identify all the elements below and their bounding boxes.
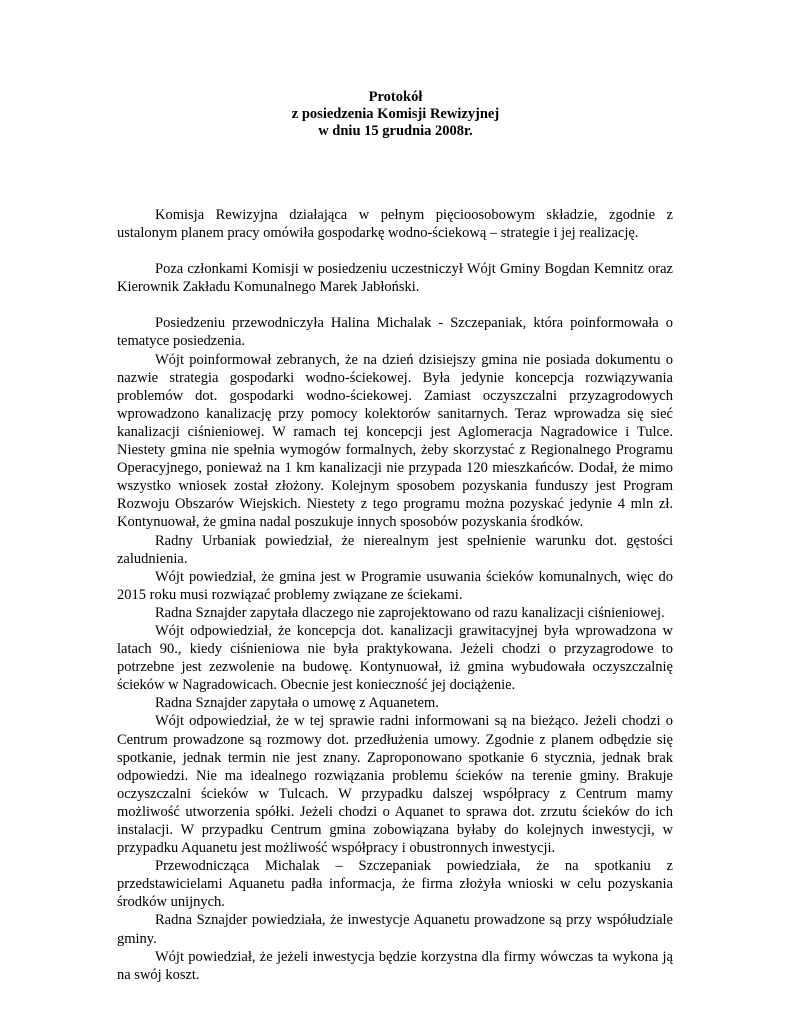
document-title	[0, 89, 791, 140]
paragraph: Wójt powiedział, że gmina jest w Programie usuwania ścieków komunalnych, więc do 2015 roku musi rozwiązać problemy związane ze ściekami.	[117, 568, 673, 603]
paragraph: Komisja Rewizyjna działająca w pełnym pięcioosobowym składzie, zgodnie z ustalonym planem pracy omówiła gospodarkę wodno-ściekową – strategie i jej realizację.	[117, 207, 673, 242]
paragraph: Radna Sznajder powiedziała, że inwestycje Aquanetu prowadzone są przy współudziale gminy.	[117, 912, 673, 947]
paragraph: Posiedzeniu przewodniczyła Halina Michalak - Szczepaniak, która poinformowała o tematyce posiedzenia.	[117, 315, 673, 350]
paragraph: Wójt odpowiedział, że koncepcja dot. kanalizacji grawitacyjnej była wprowadzona w latach 90., kiedy ciśnieniowa nie była praktykowana. Jeżeli chodzi o przyzagrodowe to potrzebne jest zezwolenie na budowę. Kontynuował, iż gmina wybudowała oczyszczalnię ścieków w Nagradowicach. Obecnie jest konieczność jej dociążenie.	[117, 622, 673, 694]
paragraph: Wójt powiedział, że jeżeli inwestycja będzie korzystna dla firmy wówczas ta wykona ją na swój koszt.	[117, 948, 673, 983]
paragraph: Radna Sznajder zapytała dlaczego nie zaprojektowano od razu kanalizacji ciśnieniowej.	[155, 604, 665, 621]
title-line-protocol: Protokół	[368, 89, 423, 105]
title-line-date: w dniu 15 grudnia 2008r.	[318, 123, 473, 139]
document-body	[117, 206, 673, 984]
paragraph: Wójt poinformował zebranych, że na dzień dzisiejszy gmina nie posiada dokumentu o nazwie strategia gospodarki wodno-ściekowej. Była jedynie koncepcja rozwiązywania problemów dot. gospodarki wodno-ściekowej. Zamiast oczyszczalni przyzagrodowych wprowadzono kanalizację przy pomocy kolektorów sanitarnych. Teraz wprowadza się sieć kanalizacji ciśnieniowej. W ramach tej koncepcji jest Aglomeracja Nagradowice i Tulce. Niestety gmina nie spełnia wymogów formalnych, żeby skorzystać z Regionalnego Programu Operacyjnego, ponieważ na 1 km kanalizacji nie przypada 120 mieszkańców. Dodał, że mimo wszystko wniosek został złożony. Kolejnym sposobem pozyskania funduszy jest Program Rozwoju Obszarów Wiejskich. Niestety z tego programu można pozyskać jedynie 4 mln zł. Kontynuował, że gmina nadal poszukuje innych sposobów pozyskania środków.	[117, 351, 673, 531]
paragraph: Wójt odpowiedział, że w tej sprawie radni informowani są na bieżąco. Jeżeli chodzi o Centrum prowadzone są rozmowy dot. przedłużenia umowy. Zgodnie z planem odbędzie się spotkanie, jednak termin nie jest znany. Zaproponowano spotkanie 6 stycznia, jednak brak odpowiedzi. Nie ma idealnego rozwiązania problemu ścieków na terenie gminy. Brakuje oczyszczalni ścieków w Tulcach. W przypadku dalszej współpracy z Centrum mamy możliwość utworzenia spółki. Jeżeli chodzi o Aquanet to sprawa dot. zrzutu ścieków do ich instalacji. W przypadku Centrum gmina zobowiązana byłaby do kolejnych inwestycji, w przypadku Aquanetu jest możliwość współpracy i obustronnych inwestycji.	[117, 713, 673, 857]
title-line-committee: z posiedzenia Komisji Rewizyjnej	[291, 106, 500, 122]
paragraph: Radna Sznajder zapytała o umowę z Aquanetem.	[155, 695, 439, 712]
paragraph: Poza członkami Komisji w posiedzeniu uczestniczył Wójt Gminy Bogdan Kemnitz oraz Kierownik Zakładu Komunalnego Marek Jabłoński.	[117, 261, 673, 296]
paragraph: Przewodnicząca Michalak – Szczepaniak powiedziała, że na spotkaniu z przedstawicielami Aquanetu padła informacja, że firma złożyła wnioski w celu pozyskania środków unijnych.	[117, 858, 673, 911]
paragraph: Radny Urbaniak powiedział, że nierealnym jest spełnienie warunku dot. gęstości zaludnienia.	[117, 532, 673, 567]
